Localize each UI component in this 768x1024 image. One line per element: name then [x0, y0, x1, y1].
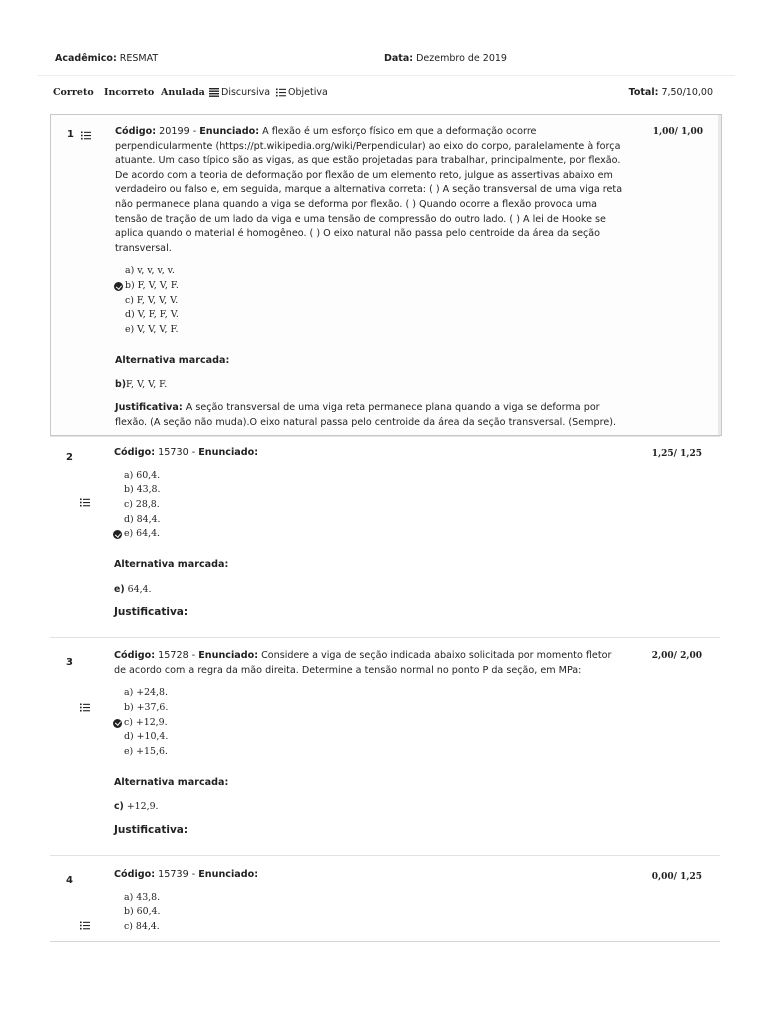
- option-c[interactable]: c) 84,4.: [124, 921, 160, 932]
- question-header: Código: 15739 - Enunciado:: [114, 869, 259, 880]
- justification: [114, 823, 624, 839]
- question-number: 1: [67, 129, 74, 140]
- question-header: Código: 15728 - Enunciado: Considere a viga de seção indicada abaixo solicitada por momento fletor de acordo com a regra da mão direita. Determine a tensão normal no ponto P da seção, em MPa:: [114, 650, 612, 676]
- question-card-1: [50, 114, 722, 436]
- page-bottom-border: [50, 941, 720, 942]
- question-header: Código: 20199 - Enunciado: A flexão é um esforço físico em que a deformação ocorre perpendicularmente (https://pt.wikipedia.org/wiki/Perpendicular) ao eixo do corpo, paralelamente à força atuante. Um caso típico são as vigas, as que estão projetadas para trabalhar, principalmente, por flexão. De acordo com a teoria de deformação por flexão de um elemento reto, julgue as assertivas abaixo em verdadeiro ou falso e, em seguida, marque a alternativa correta: ( ) A seção transversal de uma viga reta não permanece plana quando a viga se deforma por flexão. ( ) Quando ocorre a flexão provoca uma tensão de tração de um lado da viga e uma tensão de compressão do outro lado. ( ) A lei de Hooke se aplica quando o material é homogêneo. ( ) O eixo natural não passa pelo centroide da área da seção transversal.: [115, 126, 623, 254]
- options-list: [124, 686, 624, 760]
- code-value: 15739: [158, 869, 189, 880]
- option-a[interactable]: a) 60,4.: [124, 469, 161, 481]
- option-d[interactable]: d) 84,4.: [124, 513, 161, 525]
- filter-incorrect[interactable]: Incorreto: [104, 87, 155, 98]
- code-value: 20199: [159, 126, 190, 137]
- option-e[interactable]: e) +15,6.: [124, 746, 168, 757]
- divider: [50, 855, 720, 856]
- marked-letter: c): [114, 801, 124, 813]
- option-a[interactable]: a) v, v, v, v.: [125, 265, 175, 277]
- justification-text: A seção transversal de uma viga reta permanece plana quando a viga se deforma por flexão. (A seção não muda).O eixo natural passa pelo centroide da área da seção transversal. (Sempre).: [115, 402, 617, 428]
- divider: [50, 637, 720, 638]
- code-label: Código:: [115, 126, 157, 137]
- option-label: e) 64,4.: [124, 528, 161, 540]
- option-c[interactable]: c) 28,8.: [124, 499, 160, 510]
- option-c[interactable]: [124, 716, 624, 731]
- question-card-4: [50, 862, 720, 940]
- question-number: 3: [66, 657, 73, 668]
- filter-discursive-label: Discursiva: [221, 87, 271, 98]
- option-c[interactable]: c) F, V, V, V.: [125, 294, 179, 306]
- marked-alternative-title: Alternativa marcada:: [114, 559, 229, 571]
- question-score: 0,00/ 1,25: [651, 872, 702, 882]
- marked-text: F, V, V, F.: [126, 379, 168, 391]
- header-bar: [55, 53, 705, 67]
- question-body: [114, 446, 624, 621]
- total-label: Total:: [628, 87, 659, 98]
- question-score: 2,00/ 2,00: [651, 651, 702, 661]
- code-label: Código:: [114, 447, 156, 458]
- filter-objective-label: Objetiva: [288, 87, 328, 98]
- statement-text: A flexão é um esforço físico em que a deformação ocorre perpendicularmente (https://pt.wikipedia.org/wiki/Perpendicular) ao eixo do corpo, paralelamente à força atuante. Um caso típico são as vigas, as que estão projetadas para trabalhar, principalmente, por flexão. De acordo com a teoria de deformação por flexão de um elemento reto, julgue as assertivas abaixo em verdadeiro ou falso e, em seguida, marque a alternativa correta: ( ) A seção transversal de uma viga reta não permanece plana quando a viga se deforma por flexão. ( ) Quando ocorre a flexão provoca uma tensão de tração de um lado da viga e uma tensão de compressão do outro lado. ( ) A lei de Hooke se aplica quando o material é homogêneo. ( ) O eixo natural não passa pelo centroide da área da seção transversal.: [115, 126, 623, 254]
- option-b[interactable]: b) 43,8.: [124, 484, 161, 496]
- code-value: 15728: [158, 650, 189, 661]
- option-label: b) F, V, V, F.: [125, 280, 179, 292]
- option-a[interactable]: a) +24,8.: [124, 687, 168, 699]
- option-e[interactable]: [124, 527, 624, 542]
- justification-label: Justificativa:: [114, 606, 189, 619]
- date-value: Dezembro de 2019: [416, 53, 507, 64]
- justification: [114, 605, 624, 621]
- divider: [50, 436, 720, 437]
- objective-question-icon[interactable]: [80, 703, 90, 715]
- list-bullets-icon: [276, 88, 286, 97]
- question-number: 2: [66, 452, 73, 463]
- statement-label: Enunciado:: [199, 126, 260, 137]
- question-card-2: [50, 441, 720, 621]
- marked-text: +12,9.: [126, 801, 159, 813]
- marked-alternative-title: Alternativa marcada:: [115, 354, 230, 366]
- objective-question-icon[interactable]: [80, 498, 90, 510]
- option-d[interactable]: d) +10,4.: [124, 731, 169, 743]
- justification-label: Justificativa:: [114, 823, 189, 836]
- date-label: Data:: [384, 53, 414, 64]
- option-b[interactable]: b) +37,6.: [124, 701, 169, 713]
- options-list: [124, 469, 624, 543]
- marked-alternative-value: [115, 378, 625, 393]
- total-value: 7,50/10,00: [661, 87, 713, 98]
- academic-value: RESMAT: [119, 53, 159, 64]
- filter-correct[interactable]: Correto: [53, 87, 94, 98]
- marked-alternative-title: Alternativa marcada:: [114, 776, 229, 788]
- total-score: [629, 87, 713, 98]
- option-b[interactable]: [125, 279, 625, 294]
- marked-text: 64,4.: [127, 583, 152, 595]
- code-label: Código:: [114, 869, 156, 880]
- filter-bar: [53, 87, 713, 101]
- justification-label: Justificativa:: [115, 402, 183, 414]
- statement-text: Considere a viga de seção indicada abaixo solicitada por momento fletor de acordo com a regra da mão direita. Determine a tensão normal no ponto P da seção, em MPa:: [114, 650, 612, 676]
- code-label: Código:: [114, 650, 156, 661]
- objective-question-icon[interactable]: [80, 921, 90, 933]
- marked-letter: b): [115, 379, 126, 391]
- filter-objective[interactable]: [276, 87, 328, 98]
- statement-label: Enunciado:: [198, 869, 259, 880]
- justification: [115, 401, 625, 430]
- check-circle-icon: [113, 719, 122, 728]
- marked-alternative-value: [114, 583, 624, 598]
- question-body: [115, 125, 625, 430]
- question-card-3: [50, 643, 720, 843]
- check-circle-icon: [114, 282, 123, 291]
- question-number: 4: [66, 875, 73, 886]
- option-d[interactable]: d) V, F, F, V.: [125, 309, 179, 321]
- option-a[interactable]: a) 43,8.: [124, 891, 161, 903]
- code-value: 15730: [158, 447, 189, 458]
- options-list: [125, 264, 625, 338]
- statement-label: Enunciado:: [198, 447, 259, 458]
- check-circle-icon: [113, 530, 122, 539]
- academic-label: Acadêmico:: [55, 53, 117, 64]
- question-header: Código: 15730 - Enunciado:: [114, 447, 259, 458]
- divider: [38, 75, 735, 76]
- question-body: [114, 649, 624, 838]
- statement-label: Enunciado:: [198, 650, 259, 661]
- academic-info: [55, 53, 158, 64]
- marked-alternative-value: [114, 800, 624, 815]
- marked-letter: e): [114, 583, 125, 595]
- options-list: [124, 891, 624, 935]
- question-score: 1,25/ 1,25: [651, 449, 702, 459]
- list-lines-icon: [209, 88, 219, 97]
- filter-cancelled[interactable]: Anulada: [161, 87, 205, 98]
- date-info: [384, 53, 507, 64]
- option-b[interactable]: b) 60,4.: [124, 906, 161, 918]
- option-label: c) +12,9.: [124, 716, 168, 728]
- question-score: 1,00/ 1,00: [652, 127, 703, 137]
- question-body: [114, 868, 624, 935]
- filter-discursive[interactable]: [209, 87, 270, 98]
- objective-question-icon[interactable]: [81, 131, 91, 143]
- option-e[interactable]: e) V, V, V, F.: [125, 324, 179, 336]
